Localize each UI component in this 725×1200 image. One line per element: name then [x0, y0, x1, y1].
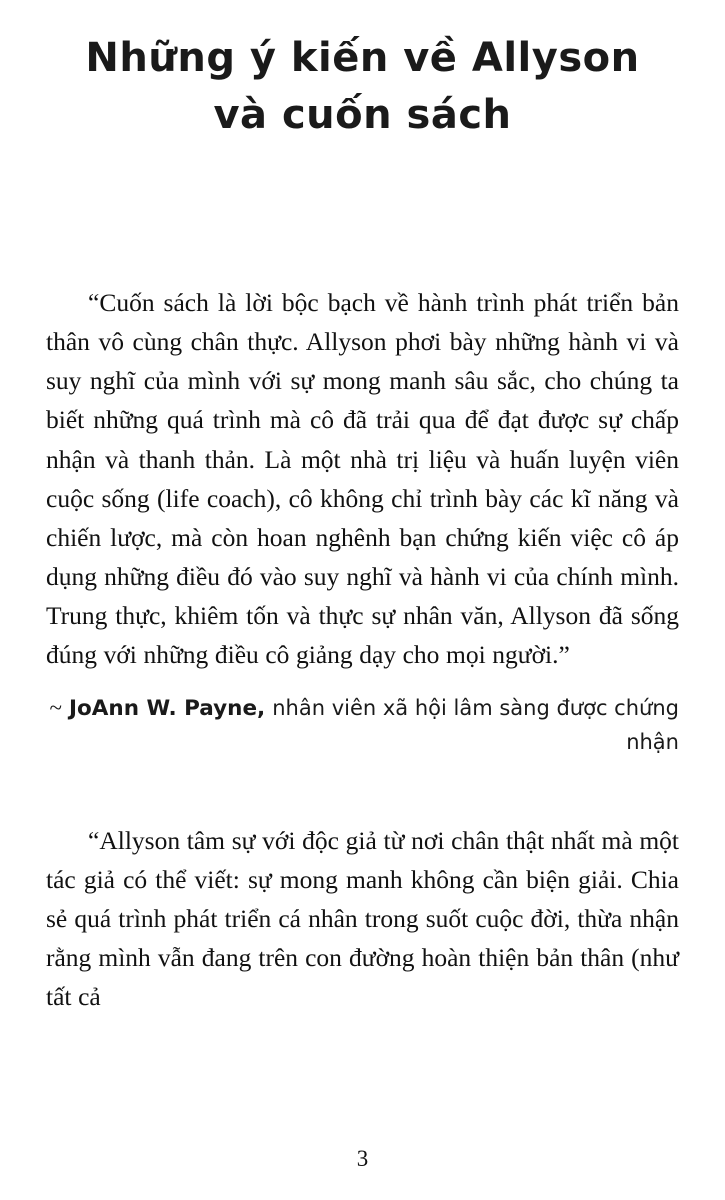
attribution-author: JoAnn W. Payne, [69, 696, 266, 722]
testimonial-attribution-1 [46, 691, 679, 759]
page-body [0, 283, 725, 1017]
attribution-dash: ~ [49, 695, 62, 721]
page-title-line-2: và cuốn sách [213, 91, 512, 138]
testimonial-quote-2: “Allyson tâm sự với độc giả từ nơi chân thật nhất mà một tác giả có thể viết: sự mong manh không cần biện giải. Chia sẻ quá trình phát triển cá nhân trong suốt cuộc đời, thừa nhận rằng mình vẫn đang trên con đường hoàn thiện bản thân (như tất cả [46, 825, 679, 1012]
testimonial-quote-1: “Cuốn sách là lời bộc bạch về hành trình phát triển bản thân vô cùng chân thực. Allyson phơi bày những hành vi và suy nghĩ của mình với sự mong manh sâu sắc, cho chúng ta biết những quá trình mà cô đã trải qua để đạt được sự chấp nhận và thanh thản. Là một nhà trị liệu và huấn luyện viên cuộc sống (life coach), cô không chỉ trình bày các kĩ năng và chiến lược, mà còn hoan nghênh bạn chứng kiến việc cô áp dụng những điều đó vào suy nghĩ và hành vi của chính mình. Trung thực, khiêm tốn và thực sự nhân văn, Allyson đã sống đúng với những điều cô giảng dạy cho mọi người.” [46, 288, 679, 670]
page-number: 3 [356, 1146, 369, 1171]
page-title-line-1: Những ý kiến về Allyson [85, 35, 640, 81]
attribution-role: nhân viên xã hội lâm sàng được chứng nhận [272, 696, 679, 754]
quote-spacer [46, 759, 679, 821]
page-title [0, 0, 725, 144]
